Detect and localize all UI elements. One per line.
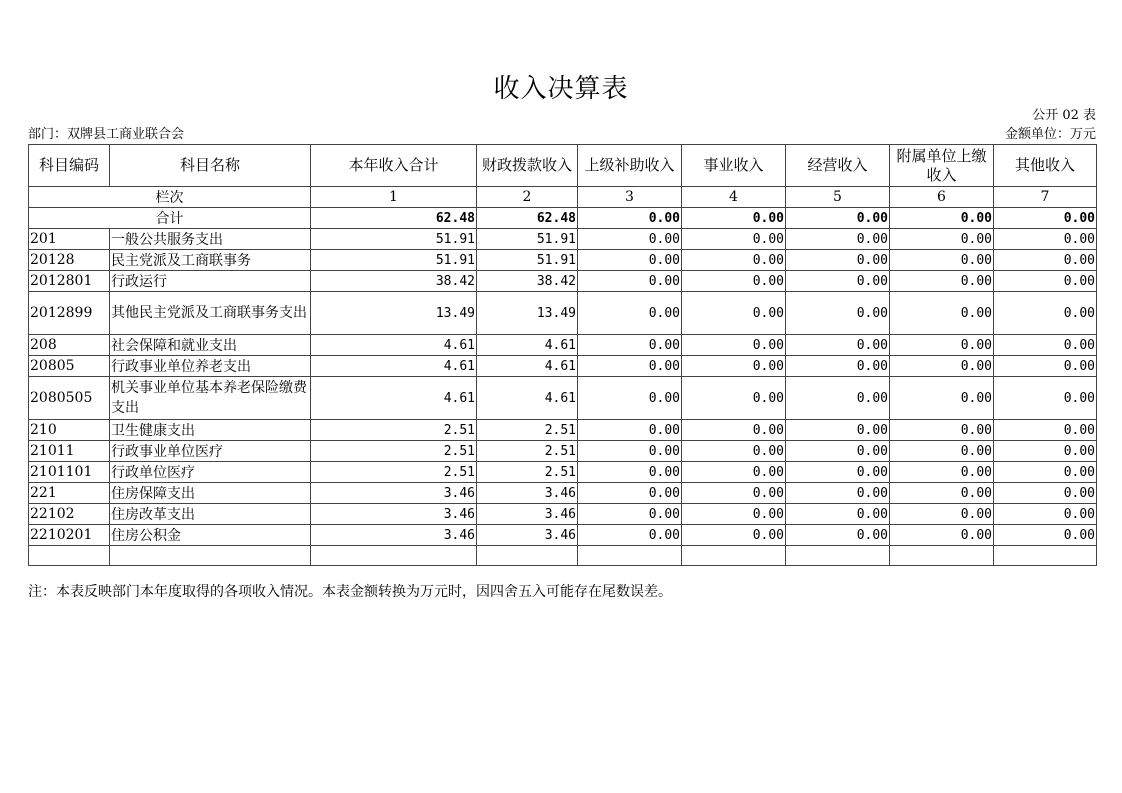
fiscal-cell: 2.51 [477, 420, 578, 441]
other-cell: 0.00 [994, 420, 1097, 441]
subject-code-cell: 20128 [29, 250, 110, 271]
header-other: 其他收入 [994, 145, 1097, 187]
total-income-cell: 2.51 [311, 441, 477, 462]
table-row [29, 441, 1097, 462]
total-label: 合计 [29, 208, 311, 229]
total-income-cell: 2.51 [311, 420, 477, 441]
fiscal-cell: 51.91 [477, 250, 578, 271]
column-number-2: 2 [477, 187, 578, 208]
fiscal-cell: 2.51 [477, 441, 578, 462]
total-row [29, 208, 1097, 229]
column-number-row [29, 187, 1097, 208]
total-operating-value: 0.00 [786, 208, 890, 229]
affiliated-cell: 0.00 [890, 483, 994, 504]
operating-cell: 0.00 [786, 504, 890, 525]
other-cell: 0.00 [994, 462, 1097, 483]
subject-code-cell: 201 [29, 229, 110, 250]
operating-cell: 0.00 [786, 229, 890, 250]
superior-cell: 0.00 [578, 420, 682, 441]
affiliated-cell: 0.00 [890, 250, 994, 271]
subject-name-cell: 行政运行 [110, 271, 311, 292]
header-row [29, 145, 1097, 187]
operating-cell: 0.00 [786, 462, 890, 483]
table-row [29, 356, 1097, 377]
other-cell: 0.00 [994, 441, 1097, 462]
table-row [29, 292, 1097, 335]
header-fiscal: 财政拨款收入 [477, 145, 578, 187]
total-income-cell: 13.49 [311, 292, 477, 335]
total-business-value: 0.00 [682, 208, 786, 229]
empty-cell [786, 546, 890, 566]
business-cell: 0.00 [682, 271, 786, 292]
affiliated-cell: 0.00 [890, 335, 994, 356]
column-number-3: 3 [578, 187, 682, 208]
business-cell: 0.00 [682, 356, 786, 377]
empty-cell [477, 546, 578, 566]
income-table [28, 144, 1097, 566]
operating-cell: 0.00 [786, 335, 890, 356]
other-cell: 0.00 [994, 525, 1097, 546]
column-number-7: 7 [994, 187, 1097, 208]
subject-code-cell: 2210201 [29, 525, 110, 546]
operating-cell: 0.00 [786, 525, 890, 546]
table-row [29, 271, 1097, 292]
other-cell: 0.00 [994, 377, 1097, 420]
affiliated-cell: 0.00 [890, 356, 994, 377]
subject-code-cell: 208 [29, 335, 110, 356]
empty-cell [578, 546, 682, 566]
fiscal-cell: 3.46 [477, 504, 578, 525]
superior-cell: 0.00 [578, 377, 682, 420]
total-income-cell: 51.91 [311, 229, 477, 250]
header-operating: 经营收入 [786, 145, 890, 187]
subject-name-cell: 其他民主党派及工商联事务支出 [110, 292, 311, 335]
superior-cell: 0.00 [578, 335, 682, 356]
total-income-cell: 4.61 [311, 335, 477, 356]
subject-name-cell: 行政事业单位养老支出 [110, 356, 311, 377]
empty-cell [890, 546, 994, 566]
form-number: 公开 02 表 [1032, 108, 1096, 123]
subject-code-cell: 2012801 [29, 271, 110, 292]
business-cell: 0.00 [682, 525, 786, 546]
subject-name-cell: 住房公积金 [110, 525, 311, 546]
subject-name-cell: 一般公共服务支出 [110, 229, 311, 250]
business-cell: 0.00 [682, 462, 786, 483]
affiliated-cell: 0.00 [890, 420, 994, 441]
total-superior-value: 0.00 [578, 208, 682, 229]
table-row [29, 420, 1097, 441]
table-row [29, 377, 1097, 420]
business-cell: 0.00 [682, 335, 786, 356]
subject-name-cell: 卫生健康支出 [110, 420, 311, 441]
other-cell: 0.00 [994, 271, 1097, 292]
empty-row [29, 546, 1097, 566]
table-row [29, 483, 1097, 504]
subject-code-cell: 21011 [29, 441, 110, 462]
table-row [29, 525, 1097, 546]
business-cell: 0.00 [682, 292, 786, 335]
superior-cell: 0.00 [578, 356, 682, 377]
other-cell: 0.00 [994, 356, 1097, 377]
subject-name-cell: 民主党派及工商联事务 [110, 250, 311, 271]
fiscal-cell: 3.46 [477, 483, 578, 504]
page-title: 收入决算表 [493, 74, 629, 104]
empty-cell [29, 546, 110, 566]
fiscal-cell: 13.49 [477, 292, 578, 335]
fiscal-cell: 4.61 [477, 377, 578, 420]
header-business: 事业收入 [682, 145, 786, 187]
total-income-cell: 51.91 [311, 250, 477, 271]
total-fiscal-value: 62.48 [477, 208, 578, 229]
operating-cell: 0.00 [786, 483, 890, 504]
operating-cell: 0.00 [786, 377, 890, 420]
header-code: 科目编码 [29, 145, 110, 187]
subject-code-cell: 2101101 [29, 462, 110, 483]
affiliated-cell: 0.00 [890, 504, 994, 525]
subject-code-cell: 22102 [29, 504, 110, 525]
operating-cell: 0.00 [786, 250, 890, 271]
total-income-cell: 3.46 [311, 483, 477, 504]
amount-unit-label: 金额单位：万元 [1004, 127, 1096, 142]
affiliated-cell: 0.00 [890, 441, 994, 462]
business-cell: 0.00 [682, 504, 786, 525]
column-number-1: 1 [311, 187, 477, 208]
subject-name-cell: 住房保障支出 [110, 483, 311, 504]
superior-cell: 0.00 [578, 229, 682, 250]
business-cell: 0.00 [682, 483, 786, 504]
subject-code-cell: 2080505 [29, 377, 110, 420]
fiscal-cell: 38.42 [477, 271, 578, 292]
superior-cell: 0.00 [578, 525, 682, 546]
header-superior: 上级补助收入 [578, 145, 682, 187]
fiscal-cell: 4.61 [477, 335, 578, 356]
subject-name-cell: 行政单位医疗 [110, 462, 311, 483]
operating-cell: 0.00 [786, 292, 890, 335]
total-income-cell: 4.61 [311, 377, 477, 420]
table-row [29, 504, 1097, 525]
total-income-cell: 3.46 [311, 525, 477, 546]
subject-name-cell: 机关事业单位基本养老保险缴费支出 [110, 377, 311, 420]
superior-cell: 0.00 [578, 462, 682, 483]
table-row [29, 335, 1097, 356]
total-income-cell: 4.61 [311, 356, 477, 377]
superior-cell: 0.00 [578, 292, 682, 335]
subject-name-cell: 行政事业单位医疗 [110, 441, 311, 462]
superior-cell: 0.00 [578, 441, 682, 462]
business-cell: 0.00 [682, 229, 786, 250]
operating-cell: 0.00 [786, 420, 890, 441]
affiliated-cell: 0.00 [890, 229, 994, 250]
column-number-6: 6 [890, 187, 994, 208]
total-income-cell: 2.51 [311, 462, 477, 483]
empty-cell [994, 546, 1097, 566]
business-cell: 0.00 [682, 377, 786, 420]
column-number-4: 4 [682, 187, 786, 208]
table-row [29, 250, 1097, 271]
subject-code-cell: 221 [29, 483, 110, 504]
total-income-value: 62.48 [311, 208, 477, 229]
other-cell: 0.00 [994, 250, 1097, 271]
fiscal-cell: 2.51 [477, 462, 578, 483]
affiliated-cell: 0.00 [890, 377, 994, 420]
other-cell: 0.00 [994, 292, 1097, 335]
superior-cell: 0.00 [578, 271, 682, 292]
empty-cell [311, 546, 477, 566]
subject-code-cell: 20805 [29, 356, 110, 377]
business-cell: 0.00 [682, 420, 786, 441]
empty-cell [682, 546, 786, 566]
column-number-5: 5 [786, 187, 890, 208]
affiliated-cell: 0.00 [890, 292, 994, 335]
other-cell: 0.00 [994, 335, 1097, 356]
table-row [29, 229, 1097, 250]
subject-code-cell: 2012899 [29, 292, 110, 335]
superior-cell: 0.00 [578, 483, 682, 504]
table-row [29, 462, 1097, 483]
footnote: 注：本表反映部门本年度取得的各项收入情况。本表金额转换为万元时，因四舍五入可能存在尾数误差。 [28, 584, 672, 600]
empty-cell [110, 546, 311, 566]
other-cell: 0.00 [994, 504, 1097, 525]
operating-cell: 0.00 [786, 271, 890, 292]
department-label: 部门：双牌县工商业联合会 [28, 127, 185, 142]
business-cell: 0.00 [682, 250, 786, 271]
header-total-income: 本年收入合计 [311, 145, 477, 187]
affiliated-cell: 0.00 [890, 525, 994, 546]
superior-cell: 0.00 [578, 504, 682, 525]
business-cell: 0.00 [682, 441, 786, 462]
header-name: 科目名称 [110, 145, 311, 187]
subject-name-cell: 住房改革支出 [110, 504, 311, 525]
superior-cell: 0.00 [578, 250, 682, 271]
fiscal-cell: 4.61 [477, 356, 578, 377]
operating-cell: 0.00 [786, 441, 890, 462]
other-cell: 0.00 [994, 229, 1097, 250]
header-affiliated: 附属单位上缴收入 [890, 145, 994, 187]
affiliated-cell: 0.00 [890, 462, 994, 483]
total-other-value: 0.00 [994, 208, 1097, 229]
total-income-cell: 3.46 [311, 504, 477, 525]
subject-name-cell: 社会保障和就业支出 [110, 335, 311, 356]
other-cell: 0.00 [994, 483, 1097, 504]
subject-code-cell: 210 [29, 420, 110, 441]
total-affiliated-value: 0.00 [890, 208, 994, 229]
fiscal-cell: 3.46 [477, 525, 578, 546]
affiliated-cell: 0.00 [890, 271, 994, 292]
total-income-cell: 38.42 [311, 271, 477, 292]
column-number-label: 栏次 [29, 187, 311, 208]
operating-cell: 0.00 [786, 356, 890, 377]
fiscal-cell: 51.91 [477, 229, 578, 250]
